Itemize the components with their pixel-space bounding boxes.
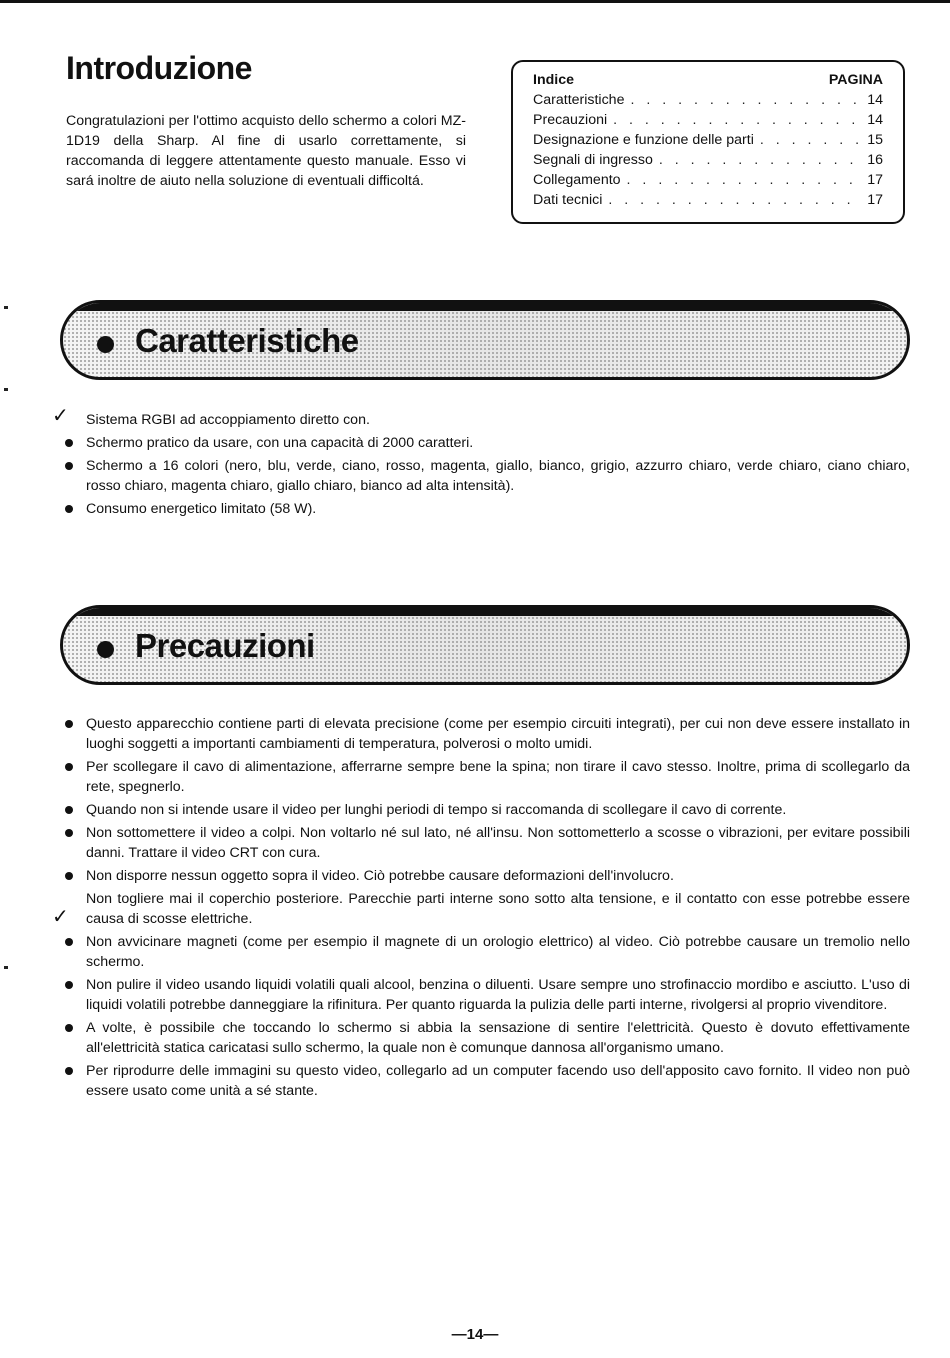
precaution-text: Per scollegare il cavo di alimentazione, afferrarne sempre bene la spina; non tirare il cavo stesso. Inoltre, prima di scollegarlo da rete, spegnerlo. bbox=[86, 759, 910, 795]
margin-mark bbox=[4, 966, 8, 969]
list-item bbox=[60, 866, 910, 886]
bullet-icon bbox=[65, 829, 73, 837]
dot-leader bbox=[630, 90, 859, 110]
list-item bbox=[52, 405, 910, 430]
index-entry bbox=[533, 90, 883, 110]
precaution-text: Non disporre nessun oggetto sopra il video. Ciò potrebbe causare deformazioni dell'involucro. bbox=[86, 868, 674, 884]
bullet-icon bbox=[65, 872, 73, 880]
list-item bbox=[60, 757, 910, 797]
precautions-list bbox=[52, 714, 910, 1104]
index-entry-page: 15 bbox=[867, 132, 883, 148]
list-item bbox=[60, 800, 910, 820]
precaution-text: Non avvicinare magneti (come per esempio il magnete di un orologio elettrico) al video. Ciò potrebbe causare un tremolio nello schermo. bbox=[86, 934, 910, 970]
intro-title: Introduzione bbox=[66, 50, 252, 86]
index-entry-label: Designazione e funzione delle parti bbox=[533, 132, 754, 148]
precaution-text: Quando non si intende usare il video per lunghi periodi di tempo si raccomanda di scollegare il cavo di corrente. bbox=[86, 802, 787, 818]
feature-text: Sistema RGBI ad accoppiamento diretto con. bbox=[86, 412, 370, 428]
list-item bbox=[60, 433, 910, 453]
intro-text: Congratulazioni per l'ottimo acquisto dello schermo a colori MZ-1D19 della Sharp. Al fine di usarlo correttamente, si raccomanda di leggere attentamente questo manuale. Esso vi sará inoltre de aiuto nella soluzione di eventuali difficoltá. bbox=[66, 113, 466, 189]
bullet-icon bbox=[65, 1024, 73, 1032]
index-entry-page: 17 bbox=[867, 172, 883, 188]
list-item bbox=[60, 1018, 910, 1058]
index-header bbox=[533, 70, 883, 90]
check-mark-icon: ✓ bbox=[52, 405, 69, 427]
bullet-icon bbox=[65, 806, 73, 814]
features-list bbox=[52, 405, 910, 522]
index-entry bbox=[533, 170, 883, 190]
margin-mark bbox=[4, 388, 8, 391]
bullet-icon bbox=[65, 462, 73, 470]
list-item bbox=[60, 975, 910, 1015]
precaution-text: Non pulire il video usando liquidi volatili quali alcool, benzina o diluenti. Usare sempre uno strofinaccio mordibo e asciutto. L'uso di liquidi volatili potrebbe danneggiare la rifinitura. Per quanto riguarda la pulizia delle parti interne, rivolgersi al proprio vivenditore. bbox=[86, 977, 910, 1013]
index-entry-label: Caratteristiche bbox=[533, 92, 625, 108]
index-entry-label: Dati tecnici bbox=[533, 192, 603, 208]
dot-leader bbox=[608, 190, 859, 210]
banner-bullet-icon bbox=[97, 336, 114, 353]
list-item bbox=[60, 1061, 910, 1101]
bullet-icon bbox=[65, 505, 73, 513]
page-number: —14— bbox=[451, 1326, 499, 1343]
index-box bbox=[511, 60, 905, 224]
precautions-banner bbox=[60, 605, 910, 685]
index-entry-page: 14 bbox=[867, 112, 883, 128]
bullet-icon bbox=[65, 981, 73, 989]
feature-text: Consumo energetico limitato (58 W). bbox=[86, 501, 317, 517]
index-entry-label: Precauzioni bbox=[533, 112, 608, 128]
precautions-title: Precauzioni bbox=[135, 627, 315, 664]
list-item bbox=[60, 499, 910, 519]
bullet-icon bbox=[65, 1067, 73, 1075]
index-entry bbox=[533, 190, 883, 210]
precaution-text: Questo apparecchio contiene parti di elevata precisione (come per esempio circuiti integrati), per cui non deve essere installato in luoghi soggetti a importanti cambiamenti di temperatura, polverosi o molto umidi. bbox=[86, 716, 910, 752]
feature-text: Schermo pratico da usare, con una capacità di 2000 caratteri. bbox=[86, 435, 474, 451]
index-entry-page: 17 bbox=[867, 192, 883, 208]
dot-leader bbox=[627, 170, 859, 190]
features-banner bbox=[60, 300, 910, 380]
list-item bbox=[60, 456, 910, 496]
index-entry-page: 14 bbox=[867, 92, 883, 108]
margin-mark bbox=[4, 306, 8, 309]
feature-text: Schermo a 16 colori (nero, blu, verde, ciano, rosso, magenta, giallo, bianco, grigio, azzurro chiaro, verde chiaro, ciano chiaro, rosso chiaro, magenta chiaro, giallo chiaro, bianco ad alta intensità). bbox=[86, 458, 910, 494]
check-mark-icon: ✓ bbox=[52, 906, 69, 928]
list-item bbox=[60, 714, 910, 754]
dot-leader bbox=[613, 110, 859, 130]
list-item bbox=[60, 932, 910, 972]
bullet-icon bbox=[65, 938, 73, 946]
bullet-icon bbox=[65, 439, 73, 447]
index-entry-page: 16 bbox=[867, 152, 883, 168]
dot-leader bbox=[760, 130, 859, 150]
index-entry-label: Collegamento bbox=[533, 172, 621, 188]
precaution-text: Non togliere mai il coperchio posteriore. Parecchie parti interne sono sotto alta tensione, e il contatto con esse potrebbe essere causa di scosse elettriche. bbox=[86, 891, 910, 927]
precaution-text: Non sottomettere il video a colpi. Non voltarlo né sul lato, né all'insu. Non sottometterlo a scosse o vibrazioni, per evitare possibili danni. Trattare il video CRT con cura. bbox=[86, 825, 910, 861]
list-item bbox=[60, 823, 910, 863]
top-rule bbox=[0, 0, 950, 3]
index-entry bbox=[533, 130, 883, 150]
precaution-text: Per riprodurre delle immagini su questo video, collegarlo ad un computer facendo uso dell'apposito cavo fornito. Il video non può essere usato come unità a sé stante. bbox=[86, 1063, 910, 1099]
list-item bbox=[52, 889, 910, 929]
banner-bullet-icon bbox=[97, 641, 114, 658]
index-entry bbox=[533, 110, 883, 130]
bullet-icon bbox=[65, 763, 73, 771]
index-entry-label: Segnali di ingresso bbox=[533, 152, 653, 168]
index-page-header: PAGINA bbox=[828, 72, 883, 88]
features-title: Caratteristiche bbox=[135, 322, 359, 359]
index-entry bbox=[533, 150, 883, 170]
bullet-icon bbox=[65, 720, 73, 728]
dot-leader bbox=[659, 150, 859, 170]
precaution-text: A volte, è possibile che toccando lo schermo si abbia la sensazione di sentire l'elettricità. Questo è dovuto effettivamente all'elettricità statica caricatasi sullo schermo, la quale non è comunque dannosa all'organismo umano. bbox=[86, 1020, 910, 1056]
index-title: Indice bbox=[533, 72, 574, 88]
